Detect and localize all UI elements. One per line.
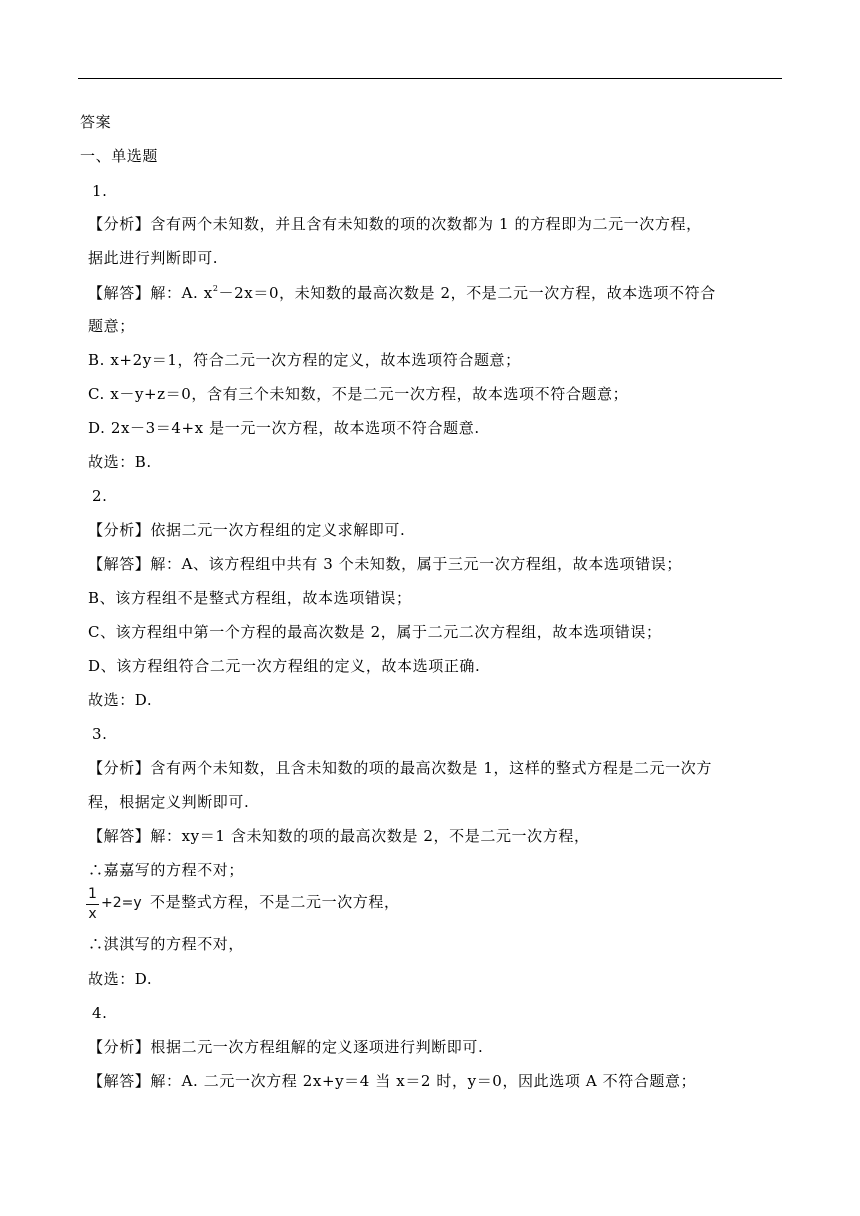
fraction-denominator: x xyxy=(88,906,97,922)
q3-fraction-text: 不是整式方程，不是二元一次方程， xyxy=(150,893,400,911)
q3-qiqi-line: ∴淇淇写的方程不对， xyxy=(88,935,245,953)
q4-answer: 【解答】解：A. 二元一次方程 2x+y＝4 当 x＝2 时，y＝0，因此选项 A 不符合题意； xyxy=(88,1072,697,1090)
fraction-numerator: 1 xyxy=(88,886,97,902)
q4-analysis: 【分析】根据二元一次方程组解的定义逐项进行判断即可. xyxy=(88,1038,484,1056)
q1-answer-text-a: 【解答】解：A. x xyxy=(88,284,213,302)
q2-option-d: D、该方程组符合二元一次方程组的定义，故本选项正确. xyxy=(88,657,481,675)
q2-answer: 【解答】解：A、该方程组中共有 3 个未知数，属于三元一次方程组，故本选项错误； xyxy=(88,555,682,573)
q1-answer-line1 xyxy=(88,283,716,303)
q2-analysis: 【分析】依据二元一次方程组的定义求解即可. xyxy=(88,521,406,539)
q1-answer-superscript: 2 xyxy=(212,284,219,293)
q1-answer-line2: 题意； xyxy=(88,317,135,335)
q1-option-b: B. x+2y＝1，符合二元一次方程的定义，故本选项符合题意； xyxy=(88,351,521,369)
q3-number: 3. xyxy=(92,725,108,743)
q2-number: 2. xyxy=(92,487,108,505)
q3-answer: 【解答】解：xy＝1 含未知数的项的最高次数是 2，不是二元一次方程， xyxy=(88,827,590,845)
q2-option-b: B、该方程组不是整式方程组，故本选项错误； xyxy=(88,589,412,607)
fraction-equation-rest: +2=y xyxy=(101,895,142,911)
q3-analysis-line1: 【分析】含有两个未知数，且含未知数的项的最高次数是 1，这样的整式方程是二元一次方 xyxy=(88,759,712,777)
q1-choice: 故选：B. xyxy=(88,453,152,471)
q3-fraction-equation xyxy=(86,886,152,924)
q1-option-c: C. x－y+z＝0，含有三个未知数，不是二元一次方程，故本选项不符合题意； xyxy=(88,385,629,403)
q3-jiajia-line: ∴嘉嘉写的方程不对； xyxy=(88,861,245,879)
section-heading: 一、单选题 xyxy=(80,147,159,165)
doc-title: 答案 xyxy=(80,113,112,131)
q3-analysis-line2: 程，根据定义判断即可. xyxy=(88,793,250,811)
q2-option-c: C、该方程组中第一个方程的最高次数是 2，属于二元二次方程组，故本选项错误； xyxy=(88,623,662,641)
q1-analysis-line1: 【分析】含有两个未知数，并且含有未知数的项的次数都为 1 的方程即为二元一次方程， xyxy=(88,215,702,233)
q4-number: 4. xyxy=(92,1004,108,1022)
q1-answer-text-b: －2x＝0，未知数的最高次数是 2，不是二元一次方程，故本选项不符合 xyxy=(218,284,716,302)
header-rule xyxy=(78,78,782,79)
q3-choice: 故选：D. xyxy=(88,970,153,988)
fraction-bar xyxy=(86,904,99,905)
q1-analysis-line2: 据此进行判断即可. xyxy=(88,249,219,267)
q1-number: 1. xyxy=(92,182,108,200)
q1-option-d: D. 2x－3＝4+x 是一元一次方程，故本选项不符合题意. xyxy=(88,419,480,437)
q2-choice: 故选：D. xyxy=(88,691,153,709)
